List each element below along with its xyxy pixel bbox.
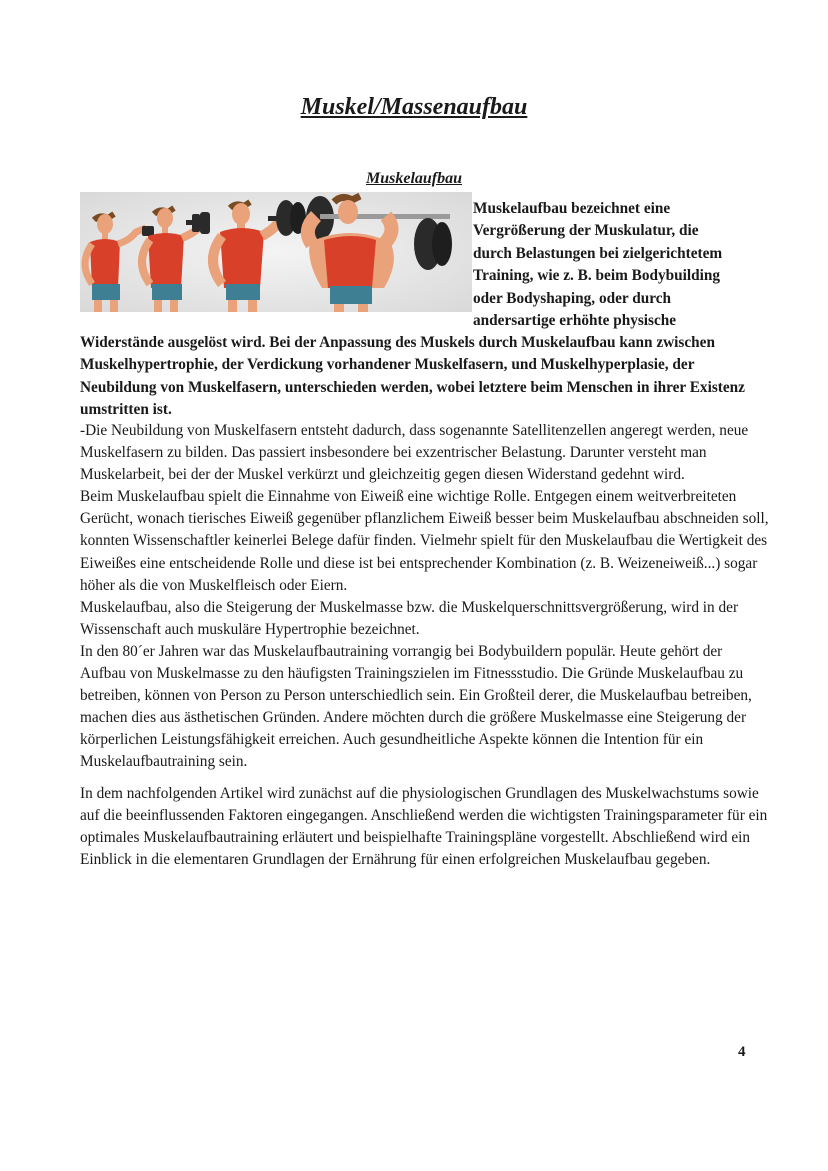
intro-line: durch Belastungen bei zielgerichtetem xyxy=(473,244,723,262)
page-title: Muskel/Massenaufbau xyxy=(300,94,528,120)
intro-line: andersartige erhöhte physische xyxy=(473,312,677,330)
paragraph: Muskelaufbau, also die Steigerung der Muskelmasse bzw. die Muskelquerschnittsvergrößerung, wird in der Wissenschaft auch muskuläre Hypertrophie bezeichnet. xyxy=(80,598,739,638)
section-heading: Muskelaufbau xyxy=(365,170,463,187)
paragraph: In dem nachfolgenden Artikel wird zunächst auf die physiologischen Grundlagen des Muskelwachstums sowie auf die beeinflussenden Faktoren eingegangen. Anschließend werden die wichtigsten Trainingsparameter für ein optimales Muskelaufbautraining erläutert und beispielhafte Trainingspläne vorgestellt. Abschließend wird ein Einblick in die elementaren Grundlagen der Ernährung für einen erfolgreichen Muskelaufbau gegeben. xyxy=(80,784,768,868)
weightlifting-illustration xyxy=(80,192,472,312)
paragraph: In den 80´er Jahren war das Muskelaufbautraining vorrangig bei Bodybuildern populär. Heute gehört der Aufbau von Muskelmasse zu den häufigsten Trainingszielen im Fitnessstudio. Die Gründe Muskelaufbau zu betreiben, können von Person zu Person unterschiedlich sein. Ein Großteil derer, die Muskelaufbau betreiben, machen dies aus ästhetischen Gründen. Andere möchten durch die größere Muskelmasse eine Steigerung der körperlichen Leistungsfähigkeit erreichen. Auch gesundheitliche Aspekte können die Intention für ein Muskelaufbautraining sein. xyxy=(80,642,752,771)
intro-wrapped-text xyxy=(473,198,773,332)
intro-line: Muskelaufbau bezeichnet eine xyxy=(473,200,671,217)
intro-line: Vergrößerung der Muskulatur, die xyxy=(473,222,699,240)
intro-line: Training, wie z. B. beim Bodybuilding xyxy=(473,267,721,285)
page-number: 4 xyxy=(738,1044,746,1060)
paragraph: -Die Neubildung von Muskelfasern entsteht dadurch, dass sogenannte Satellitenzellen angeregt werden, neue Muskelfasern zu bilden. Das passiert insbesondere bei exzentrischer Belastung. Darunter versteht man Muskelarbeit, bei der der Muskel verkürzt und gleichzeitig gegen diesen Widerstand gedehnt wird. xyxy=(80,422,749,484)
intro-continuation: Widerstände ausgelöst wird. Bei der Anpassung des Muskels durch Muskelaufbau kann zwischen Muskelhypertrophie, der Verdickung vorhandener Muskelfasern, und Muskelhyperplasie, der Neubildung von Muskelfasern, unterschieden werden, wobei letztere beim Menschen in ihrer Existenz umstritten ist. xyxy=(80,334,745,419)
intro-line: oder Bodyshaping, oder durch xyxy=(473,289,672,307)
paragraph: Beim Muskelaufbau spielt die Einnahme von Eiweiß eine wichtige Rolle. Entgegen einem weitverbreiteten Gerücht, wonach tierisches Eiweiß gegenüber pflanzlichem Eiweiß besser beim Muskelaufbau abschneiden soll, konnten Wissenschaftler keinerlei Belege dafür finden. Vielmehr spielt für den Muskelaufbau die Wertigkeit des Eiweißes eine entscheidende Rolle und diese ist bei entsprechender Kombination (z. B. Weizeneiweiß...) sogar höher als die von Muskelfleisch oder Eiern. xyxy=(80,488,769,594)
body-text xyxy=(80,420,770,871)
